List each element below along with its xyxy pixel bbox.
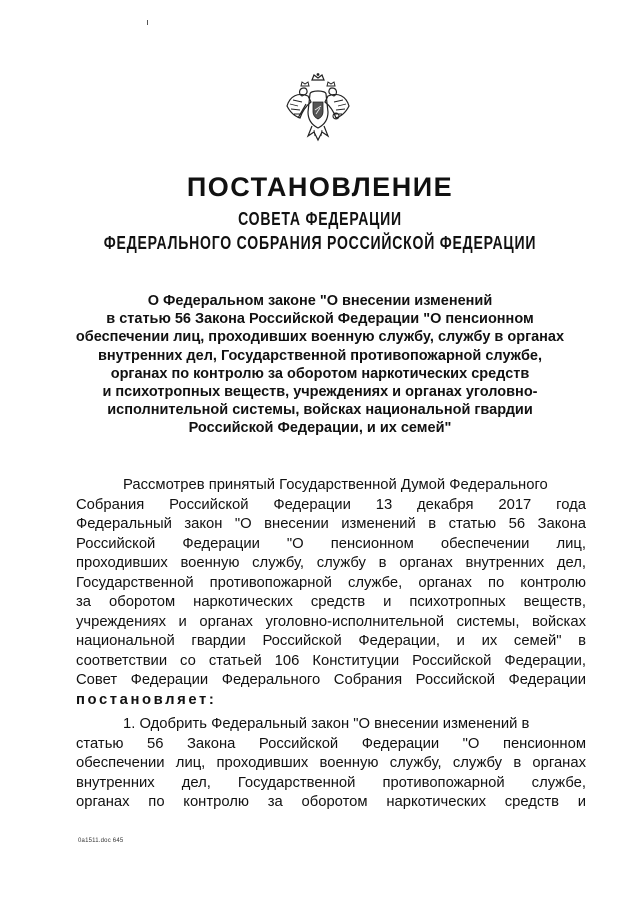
paragraph-line: учреждениях и органах уголовно-исполнительной системы, войсках — [76, 613, 586, 630]
heading-line: и психотропных веществ, учреждениях и органах уголовно- — [102, 384, 538, 401]
paragraph-line: Рассмотрев принятый Государственной Думой Федерального — [123, 477, 548, 493]
paragraph-line: Совет Федерации Федерального Собрания Российской Федерации — [76, 672, 586, 688]
heading-line: внутренних дел, Государственной противопожарной службе, — [97, 347, 543, 364]
paragraph-line: Федеральный закон "О внесении изменений в статью 56 Закона — [76, 516, 586, 532]
paragraph-line: национальной гвардии Российской Федерации, и их семей" в — [76, 633, 586, 649]
paragraph-line: за оборотом наркотических средств и психотропных веществ, — [76, 594, 586, 610]
issuer-line-1: СОВЕТА ФЕДЕРАЦИИ — [238, 209, 402, 229]
heading-line: Российской Федерации, и их семей" — [188, 420, 452, 437]
paragraph-line: 1. Одобрить Федеральный закон "О внесении изменений в — [123, 716, 530, 732]
heading-line: обеспечении лиц, проходивших военную службу, службу в органах — [75, 329, 565, 346]
resolution-heading — [70, 292, 570, 438]
heading-line: О Федеральном законе "О внесении изменений — [147, 293, 493, 309]
paragraph-line: внутренних дел, Государственной противопожарной службе, — [76, 774, 586, 791]
paragraph-line: Собрания Российской Федерации 13 декабря 2017 года — [76, 496, 586, 513]
paragraph-line: обеспечении лиц, проходивших военную службу, службу в органах — [76, 755, 586, 771]
heading-line: исполнительной системы, войсках национальной гвардии — [107, 402, 533, 419]
coat-of-arms-of-russia-icon — [284, 72, 352, 144]
paragraph-line: соответствии со статьей 106 Конституции Российской Федерации, — [76, 652, 586, 669]
document-code: 0a1511.doc 645 — [78, 838, 124, 844]
paragraph-line: Государственной противопожарной службе, органах по контролю — [76, 574, 586, 591]
heading-line: органах по контролю за оборотом наркотических средств — [110, 365, 530, 382]
preamble-paragraph — [76, 476, 586, 710]
paragraph-line: проходивших военную службу, службу в органах внутренних дел, — [76, 555, 586, 571]
clause-1-paragraph — [76, 715, 586, 813]
heading-line: в статью 56 Закона Российской Федерации "О пенсионном — [106, 311, 534, 328]
scan-mark — [147, 20, 148, 25]
paragraph-line: Российской Федерации "О пенсионном обеспечении лиц, — [76, 535, 586, 552]
paragraph-line: статью 56 Закона Российской Федерации "О пенсионном — [76, 735, 586, 752]
paragraph-line: органах по контролю за оборотом наркотических средств и — [76, 794, 586, 810]
document-title: ПОСТАНОВЛЕНИЕ — [186, 172, 454, 202]
resolves-word: постановляет: — [76, 691, 217, 708]
issuer-line-2: ФЕДЕРАЛЬНОГО СОБРАНИЯ РОССИЙСКОЙ ФЕДЕРАЦИИ — [103, 233, 537, 253]
